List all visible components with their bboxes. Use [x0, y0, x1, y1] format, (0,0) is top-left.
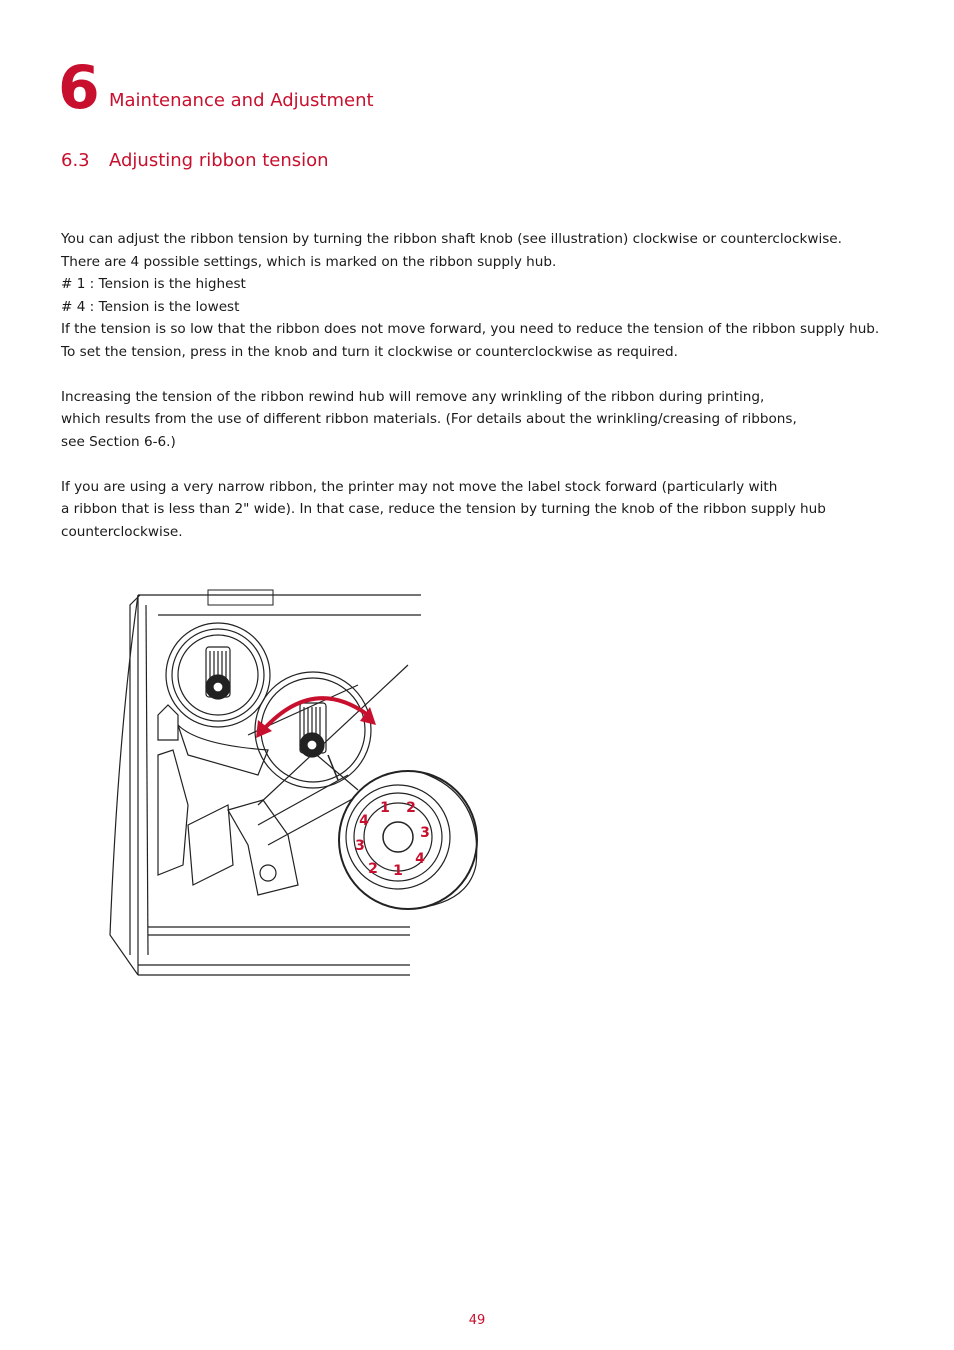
knob-label: 1	[380, 800, 390, 816]
paragraph-line: a ribbon that is less than 2" wide). In that case, reduce the tension by turning the knob of the ribbon supply hub	[61, 501, 826, 517]
paragraph-line: There are 4 possible settings, which is marked on the ribbon supply hub.	[61, 253, 557, 270]
knob-label: 3	[420, 825, 430, 841]
paragraph-line: To set the tension, press in the knob and turn it clockwise or counterclockwise as required.	[61, 343, 678, 360]
paragraph-line: Increasing the tension of the ribbon rewind hub will remove any wrinkling of the ribbon during printing,	[61, 388, 765, 405]
body-text	[61, 228, 921, 543]
knob-label: 2	[368, 861, 378, 877]
section-title: Adjusting ribbon tension	[109, 150, 329, 171]
paragraph-line: see Section 6-6.)	[61, 433, 176, 450]
chapter-number: 6	[58, 53, 100, 123]
paragraph-line: You can adjust the ribbon tension by turning the ribbon shaft knob (see illustration) clockwise or counterclockwise.	[61, 231, 842, 247]
page-number: 49	[468, 1313, 486, 1328]
paragraph-line: If the tension is so low that the ribbon does not move forward, you need to reduce the tension of the ribbon supply hub.	[61, 321, 880, 337]
paragraph-line: # 1 : Tension is the highest	[61, 276, 246, 292]
section-number: 6.3	[61, 150, 90, 171]
paragraph-line: # 4 : Tension is the lowest	[61, 298, 240, 315]
chapter-title: Maintenance and Adjustment	[109, 90, 374, 111]
knob-label: 1	[393, 863, 403, 879]
printer-ribbon-illustration	[98, 575, 488, 985]
paragraph-line: counterclockwise.	[61, 523, 183, 540]
paragraph-line: which results from the use of different ribbon materials. (For details about the wrinkling/creasing of ribbons,	[61, 411, 797, 427]
paragraph-line: If you are using a very narrow ribbon, the printer may not move the label stock forward (particularly with	[61, 478, 778, 495]
knob-label: 4	[415, 851, 425, 867]
knob-label: 2	[406, 800, 416, 816]
knob-label: 3	[355, 838, 365, 854]
knob-label: 4	[359, 813, 369, 829]
